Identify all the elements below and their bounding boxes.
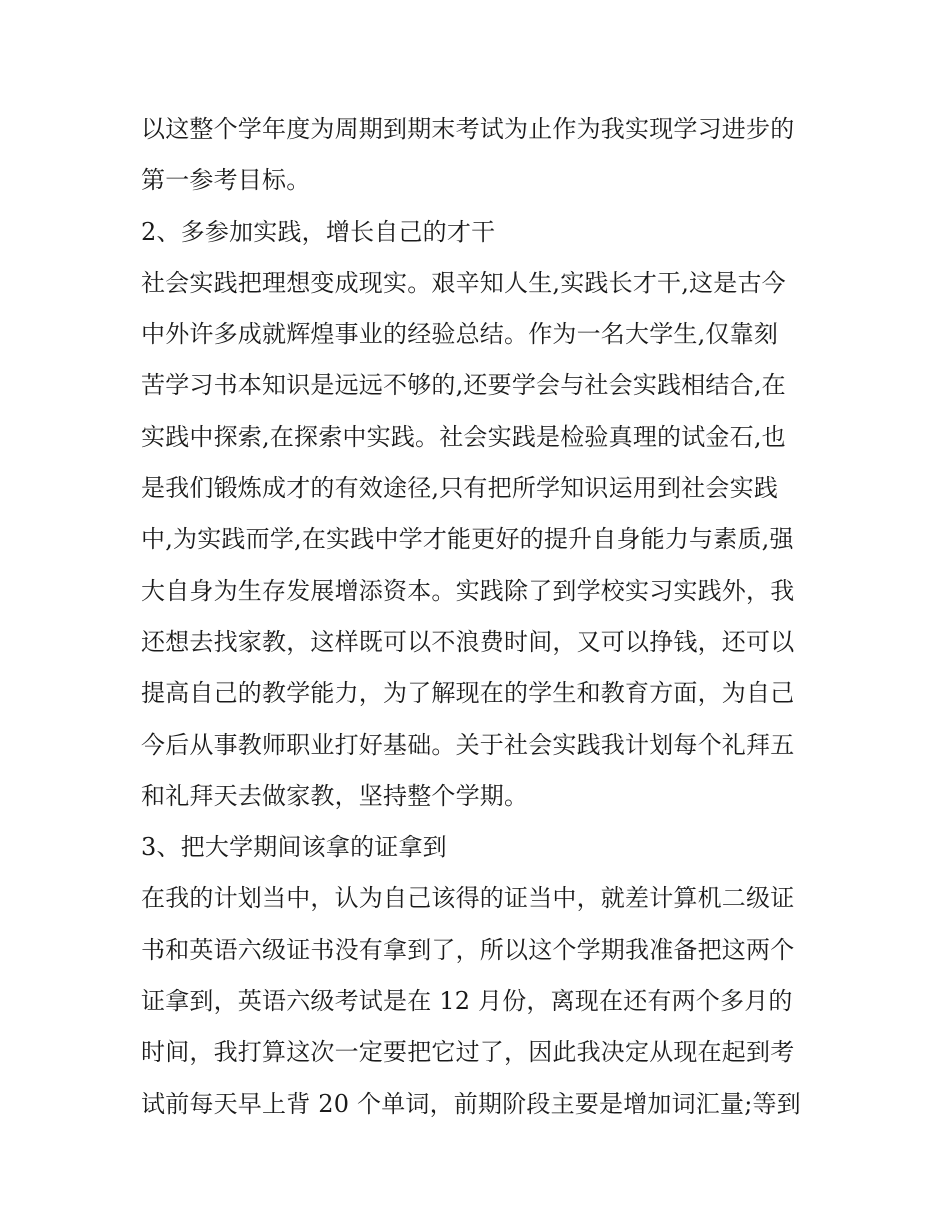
text-line: 和礼拜天去做家教，坚持整个学期。 bbox=[141, 781, 529, 810]
text-line: 实践中探索,在探索中实践。社会实践是检验真理的试金石,也 bbox=[141, 422, 786, 451]
text-line: 以这整个学年度为周期到期末考试为止作为我实现学习进步的 bbox=[141, 115, 795, 143]
text-line: 时间，我打算这次一定要把它过了，因此我决定从现在起到考 bbox=[141, 1038, 795, 1067]
text-line: 今后从事教师职业打好基础。关于社会实践我计划每个礼拜五 bbox=[141, 730, 795, 759]
document-body bbox=[141, 104, 821, 1130]
text-line: 证拿到，英语六级考试是在 12 月份，离现在还有两个多月的 bbox=[141, 987, 793, 1016]
text-line: 书和英语六级证书没有拿到了，所以这个学期我准备把这两个 bbox=[141, 935, 795, 964]
text-line: 还想去找家教，这样既可以不浪费时间，又可以挣钱，还可以 bbox=[141, 627, 795, 656]
text-line: 中,为实践而学,在实践中学才能更好的提升自身能力与素质,强 bbox=[141, 525, 794, 554]
text-line: 苦学习书本知识是远远不够的,还要学会与社会实践相结合,在 bbox=[141, 371, 786, 400]
text-line: 第一参考目标。 bbox=[141, 166, 311, 195]
text-line: 在我的计划当中，认为自己该得的证当中，就差计算机二级证 bbox=[141, 884, 795, 913]
text-line: 社会实践把理想变成现实。艰辛知人生,实践长才干,这是古今 bbox=[141, 268, 786, 297]
section-heading: 2、多参加实践，增长自己的才干 bbox=[141, 217, 496, 246]
text-line: 大自身为生存发展增添资本。实践除了到学校实习实践外，我 bbox=[141, 576, 795, 605]
text-line: 中外许多成就辉煌事业的经验总结。作为一名大学生,仅靠刻 bbox=[141, 320, 779, 349]
text-line: 提高自己的教学能力，为了解现在的学生和教育方面，为自己 bbox=[141, 679, 795, 708]
text-line: 是我们锻炼成才的有效途径,只有把所学知识运用到社会实践 bbox=[141, 474, 779, 503]
text-line: 试前每天早上背 20 个单词，前期阶段主要是增加词汇量;等到 bbox=[141, 1089, 801, 1118]
section-heading: 3、把大学期间该拿的证拿到 bbox=[141, 833, 447, 862]
